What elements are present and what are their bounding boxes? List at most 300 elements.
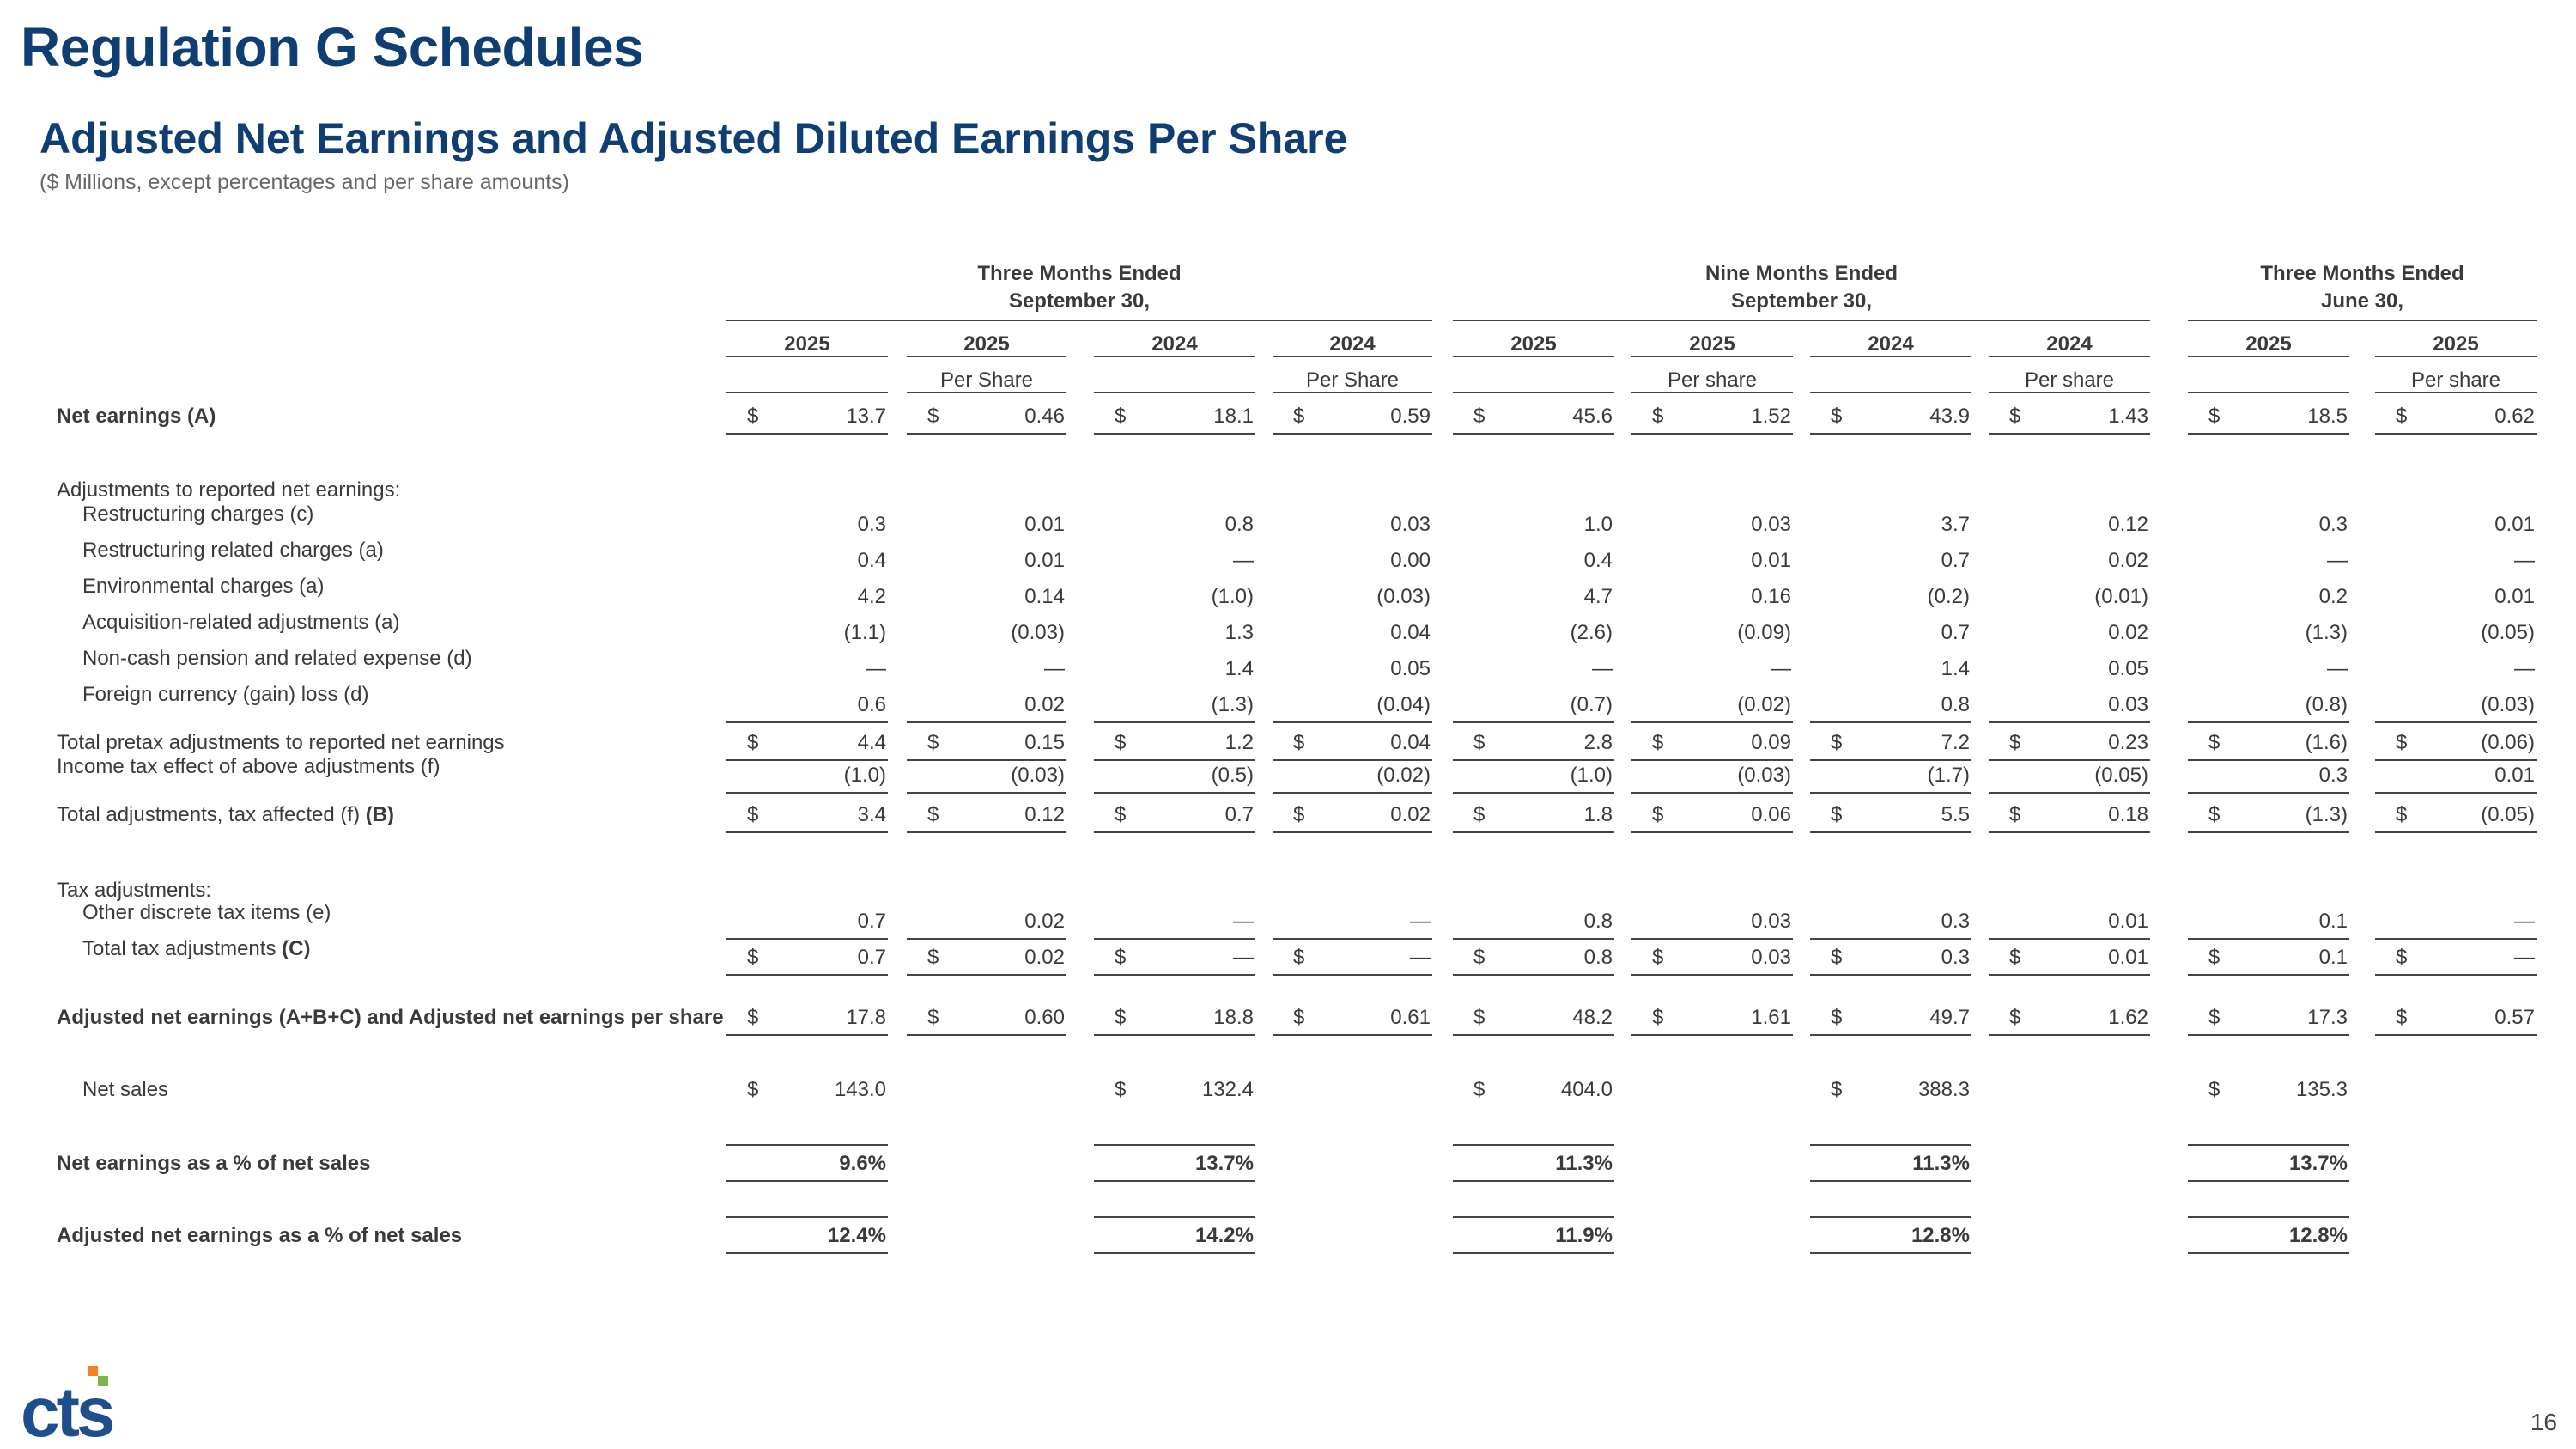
cell-underline [907,1034,1066,1036]
cell-underline [2188,938,2349,940]
cell-underline [1273,831,1432,833]
cell-underline [2188,1252,2349,1254]
row-label: Adjusted net earnings (A+B+C) and Adjusted net earnings per share [57,1006,724,1029]
row-label: Total pretax adjustments to reported net earnings [57,731,505,754]
table-cell: 0.02 [1024,946,1065,969]
table-cell: 0.01 [2494,585,2535,608]
table-cell: (0.04) [1376,693,1431,716]
column-year: 2025 [2433,332,2479,356]
cell-underline [1094,831,1255,833]
table-cell: (0.01) [2094,585,2148,608]
table-cell: 4.4 [857,731,886,754]
cell-underline [1631,433,1793,435]
dollar-sign: $ [1115,405,1127,428]
pct-top-rule [1453,1216,1614,1218]
table-cell: 0.01 [2494,764,2535,787]
pct-top-rule [1094,1216,1255,1218]
group-header-line2: September 30, [1008,289,1151,313]
table-cell: 0.46 [1024,405,1065,428]
row-label: Tax adjustments: [57,879,212,902]
dollar-sign: $ [1115,1078,1127,1101]
group-header-rule [1453,320,2150,321]
cell-underline [1631,1034,1793,1036]
cell-underline [1094,1252,1255,1254]
dollar-sign: $ [1473,1078,1485,1101]
cell-underline [2188,433,2349,435]
cell-underline [1810,759,1971,761]
dollar-sign: $ [747,1078,759,1101]
dollar-sign: $ [747,946,759,969]
cell-underline [2375,759,2537,761]
table-cell: 143.0 [834,1078,886,1101]
table-cell: 0.18 [2108,803,2148,826]
table-cell: 1.8 [1583,803,1613,826]
dollar-sign: $ [2396,946,2408,969]
subhead-rule [1273,392,1432,393]
table-cell: — [1233,549,1254,572]
table-cell: — [1592,657,1613,680]
cell-underline [907,831,1066,833]
table-cell: 0.1 [2318,946,2348,969]
dollar-sign: $ [927,1006,939,1029]
dollar-sign: $ [2009,405,2021,428]
table-cell: 0.14 [1024,585,1065,608]
table-cell: 135.3 [2295,1078,2348,1101]
cell-underline [726,938,888,940]
dollar-sign: $ [1115,731,1127,754]
pct-top-rule [1810,1144,1971,1146]
table-cell: (0.02) [1376,764,1431,787]
column-year: 2024 [2046,332,2093,356]
table-cell: (0.03) [1737,764,1791,787]
group-header-line2: June 30, [2320,289,2404,313]
cell-underline [1094,1034,1255,1036]
dollar-sign: $ [1831,1078,1843,1101]
year-rule [2188,356,2349,357]
table-cell: 3.7 [1941,513,1970,536]
subhead-rule [1453,392,1614,393]
cell-underline [726,759,888,761]
cell-underline [1810,938,1971,940]
cell-underline [1631,792,1793,794]
pct-top-rule [2188,1216,2349,1218]
cell-underline [726,974,888,976]
cell-underline [1453,792,1614,794]
table-cell: 49.7 [1929,1006,1970,1029]
cell-underline [2188,759,2349,761]
table-cell: 17.3 [2307,1006,2348,1029]
table-cell: (0.5) [1211,764,1254,787]
table-cell: (1.3) [2305,803,2348,826]
dollar-sign: $ [1115,803,1127,826]
table-cell: 0.02 [2108,621,2148,644]
pct-top-rule [1453,1144,1614,1146]
table-cell: 404.0 [1560,1078,1613,1101]
dollar-sign: $ [1293,946,1305,969]
cell-underline [1094,721,1255,723]
dollar-sign: $ [1652,405,1664,428]
cell-underline [907,433,1066,435]
dollar-sign: $ [927,946,939,969]
table-cell: 0.09 [1751,731,1791,754]
subhead-rule [726,392,888,393]
table-cell: 1.52 [1751,405,1791,428]
subhead-rule [907,392,1066,393]
table-cell: 48.2 [1572,1006,1613,1029]
dollar-sign: $ [747,803,759,826]
dollar-sign: $ [2396,405,2408,428]
table-cell: 5.5 [1941,803,1970,826]
cell-underline [1273,974,1432,976]
dollar-sign: $ [2396,1006,2408,1029]
dollar-sign: $ [1473,946,1485,969]
group-header-rule [2188,320,2537,321]
row-label-suffix: (B) [365,803,395,826]
cell-underline [1810,1180,1971,1182]
table-cell: 0.04 [1390,621,1431,644]
table-cell: (1.7) [1927,764,1970,787]
dollar-sign: $ [1293,803,1305,826]
cell-underline [1810,433,1971,435]
cell-underline [1094,1180,1255,1182]
cell-underline [907,721,1066,723]
dollar-sign: $ [1831,803,1843,826]
table-cell: 9.6% [839,1152,886,1175]
table-cell: 0.60 [1024,1006,1065,1029]
table-cell: (0.03) [2481,693,2535,716]
table-cell: — [1410,910,1431,933]
subhead-rule [2188,392,2349,393]
table-cell: 0.7 [1941,621,1970,644]
subhead-rule [1631,392,1793,393]
dollar-sign: $ [2396,731,2408,754]
cell-underline [1989,759,2150,761]
pct-top-rule [726,1216,888,1218]
column-year: 2025 [1510,332,1557,356]
year-rule [1810,356,1971,357]
cell-underline [2375,938,2537,940]
table-cell: — [2514,549,2535,572]
table-cell: 12.8% [1911,1224,1970,1247]
year-rule [1453,356,1614,357]
cell-underline [1631,831,1793,833]
table-cell: (1.1) [843,621,886,644]
cell-underline [1094,974,1255,976]
cell-underline [1810,1034,1971,1036]
cell-underline [1810,831,1971,833]
table-cell: 0.04 [1390,731,1431,754]
cell-underline [1810,792,1971,794]
table-cell: 0.02 [1390,803,1431,826]
year-rule [1094,356,1255,357]
column-year: 2025 [2245,332,2292,356]
table-cell: 11.3% [1555,1152,1613,1175]
year-rule [2375,356,2537,357]
cell-underline [726,1180,888,1182]
table-cell: 0.3 [2318,513,2348,536]
table-cell: 0.03 [2108,693,2148,716]
table-cell: 13.7% [1194,1152,1254,1175]
table-cell: 0.7 [857,910,886,933]
row-label: Foreign currency (gain) loss (d) [82,683,369,706]
cell-underline [1273,759,1432,761]
table-cell: 0.6 [857,693,886,716]
table-cell: 18.5 [2307,405,2348,428]
dollar-sign: $ [1293,405,1305,428]
dollar-sign: $ [2208,405,2221,428]
subhead-rule [1810,392,1971,393]
table-cell: 0.7 [857,946,886,969]
dollar-sign: $ [1831,946,1843,969]
cell-underline [2375,721,2537,723]
table-cell: 0.8 [1941,693,1970,716]
row-label: Restructuring charges (c) [82,502,314,526]
row-label: Adjustments to reported net earnings: [57,478,401,502]
table-cell: 0.03 [1390,513,1431,536]
dollar-sign: $ [927,731,939,754]
table-cell: 0.3 [1941,910,1970,933]
dollar-sign: $ [2009,803,2021,826]
column-subhead: Per share [2410,368,2501,392]
table-cell: 11.9% [1555,1224,1613,1247]
table-cell: — [1771,657,1791,680]
table-cell: 0.01 [1024,513,1065,536]
table-cell: (0.7) [1570,693,1613,716]
table-cell: 0.8 [1583,910,1613,933]
column-subhead: Per Share [1305,368,1400,392]
dollar-sign: $ [747,731,759,754]
cell-underline [1453,831,1614,833]
table-cell: 0.3 [2318,764,2348,787]
table-cell: 0.3 [857,513,886,536]
dollar-sign: $ [1652,1006,1664,1029]
table-cell: 0.16 [1751,585,1791,608]
table-cell: — [1233,946,1254,969]
pct-top-rule [1810,1216,1971,1218]
pct-top-rule [726,1144,888,1146]
cell-underline [907,974,1066,976]
dollar-sign: $ [1473,1006,1485,1029]
table-cell: 45.6 [1572,405,1613,428]
table-cell: 0.02 [1024,693,1065,716]
table-cell: 17.8 [846,1006,886,1029]
table-cell: 0.8 [1224,513,1254,536]
dollar-sign: $ [747,405,759,428]
column-year: 2025 [1689,332,1735,356]
column-year: 2025 [963,332,1010,356]
cell-underline [1631,974,1793,976]
cell-underline [726,792,888,794]
cell-underline [1453,1180,1614,1182]
pct-top-rule [2188,1144,2349,1146]
row-label: Income tax effect of above adjustments (f) [57,755,440,778]
year-rule [726,356,888,357]
cell-underline [726,1252,888,1254]
cell-underline [1810,721,1971,723]
cell-underline [2375,831,2537,833]
table-cell: (2.6) [1570,621,1613,644]
pct-top-rule [1094,1144,1255,1146]
cell-underline [2375,974,2537,976]
table-cell: 0.01 [1751,549,1791,572]
cell-underline [1273,721,1432,723]
dollar-sign: $ [2208,803,2221,826]
table-cell: (0.2) [1927,585,1970,608]
table-cell: 0.1 [2318,910,2348,933]
table-cell: 0.02 [1024,910,1065,933]
cell-underline [2375,792,2537,794]
dollar-sign: $ [1293,731,1305,754]
table-cell: (1.0) [1211,585,1254,608]
table-cell: 0.03 [1751,910,1791,933]
table-cell: 12.8% [2288,1224,2348,1247]
cell-underline [1094,759,1255,761]
group-header-line2: September 30, [1730,289,1873,313]
table-cell: 0.4 [1583,549,1613,572]
cell-underline [1453,1252,1614,1254]
table-cell: 4.7 [1583,585,1613,608]
table-cell: 388.3 [1917,1078,1970,1101]
year-rule [1631,356,1793,357]
table-cell: (1.3) [2305,621,2348,644]
cell-underline [726,433,888,435]
table-cell: (0.06) [2481,731,2535,754]
cell-underline [726,721,888,723]
table-cell: (0.05) [2481,621,2535,644]
table-cell: 1.62 [2108,1006,2148,1029]
table-cell: 1.2 [1224,731,1254,754]
cell-underline [907,759,1066,761]
column-year: 2024 [1151,332,1198,356]
table-cell: 18.1 [1213,405,1254,428]
table-cell: 13.7% [2288,1152,2348,1175]
table-cell: (0.05) [2481,803,2535,826]
table-cell: (1.0) [843,764,886,787]
cell-underline [1273,433,1432,435]
dollar-sign: $ [2208,1006,2221,1029]
row-label: Net earnings (A) [57,405,216,428]
table-cell: 1.43 [2108,405,2148,428]
cell-underline [1453,759,1614,761]
table-cell: (0.02) [1737,693,1791,716]
cell-underline [2188,831,2349,833]
cell-underline [1989,721,2150,723]
subhead-rule [1094,392,1255,393]
table-cell: 3.4 [857,803,886,826]
cell-underline [1094,433,1255,435]
dollar-sign: $ [2009,1006,2021,1029]
table-cell: — [2514,946,2535,969]
group-header-line1: Three Months Ended [2260,262,2464,285]
table-cell: 0.7 [1224,803,1254,826]
row-label: Total adjustments, tax affected (f) (B) [57,803,395,826]
table-cell: 0.12 [1024,803,1065,826]
table-cell: 0.15 [1024,731,1065,754]
cell-underline [726,831,888,833]
dollar-sign: $ [2009,946,2021,969]
year-rule [1989,356,2150,357]
table-cell: 0.06 [1751,803,1791,826]
table-cell: 0.8 [1583,946,1613,969]
cell-underline [726,1034,888,1036]
table-cell: (0.03) [1376,585,1431,608]
units-note: ($ Millions, except percentages and per share amounts) [39,170,569,194]
cell-underline [1989,433,2150,435]
cell-underline [2188,721,2349,723]
cell-underline [1989,938,2150,940]
table-cell: 12.4% [827,1224,886,1247]
cell-underline [1453,433,1614,435]
cell-underline [1810,974,1971,976]
table-cell: — [2514,657,2535,680]
table-cell: 13.7 [846,405,886,428]
table-cell: 18.8 [1213,1006,1254,1029]
table-cell: 14.2% [1194,1224,1254,1247]
dollar-sign: $ [1115,946,1127,969]
cell-underline [1810,1252,1971,1254]
table-title: Adjusted Net Earnings and Adjusted Diluted Earnings Per Share [39,114,1348,162]
cell-underline [1989,831,2150,833]
table-cell: 0.05 [1390,657,1431,680]
table-cell: 0.62 [2494,405,2535,428]
table-cell: 132.4 [1201,1078,1254,1101]
row-label: Net earnings as a % of net sales [57,1152,371,1175]
cell-underline [1989,974,2150,976]
table-cell: 0.12 [2108,513,2148,536]
table-cell: 0.01 [1024,549,1065,572]
table-cell: 0.02 [2108,549,2148,572]
table-cell: 0.05 [2108,657,2148,680]
row-label: Net sales [82,1078,169,1101]
table-cell: 0.03 [1751,513,1791,536]
table-cell: 1.3 [1224,621,1254,644]
table-cell: 0.00 [1390,549,1431,572]
table-cell: 0.01 [2494,513,2535,536]
dollar-sign: $ [1473,731,1485,754]
table-cell: — [2327,657,2348,680]
column-year: 2025 [784,332,830,356]
cell-underline [2188,792,2349,794]
cell-underline [2188,974,2349,976]
table-cell: 0.57 [2494,1006,2535,1029]
row-label: Environmental charges (a) [82,575,325,598]
row-label-suffix: (C) [282,937,311,960]
dollar-sign: $ [1831,1006,1843,1029]
dollar-sign: $ [927,803,939,826]
dollar-sign: $ [1831,405,1843,428]
table-cell: (0.8) [2305,693,2348,716]
column-subhead: Per share [2024,368,2115,392]
table-cell: (1.0) [1570,764,1613,787]
table-cell: 2.8 [1583,731,1613,754]
cell-underline [2188,1034,2349,1036]
cell-underline [1094,938,1255,940]
row-label: Acquisition-related adjustments (a) [82,611,400,634]
table-cell: 4.2 [857,585,886,608]
table-cell: — [2514,910,2535,933]
table-cell: 0.4 [857,549,886,572]
group-header-line1: Nine Months Ended [1705,262,1898,285]
table-cell: 0.2 [2318,585,2348,608]
table-cell: — [1233,910,1254,933]
cell-underline [1453,1034,1614,1036]
table-cell: 0.59 [1390,405,1431,428]
table-cell: 0.01 [2108,910,2148,933]
table-cell: 43.9 [1929,405,1970,428]
year-rule [907,356,1066,357]
cell-underline [1273,792,1432,794]
cell-underline [1273,1034,1432,1036]
